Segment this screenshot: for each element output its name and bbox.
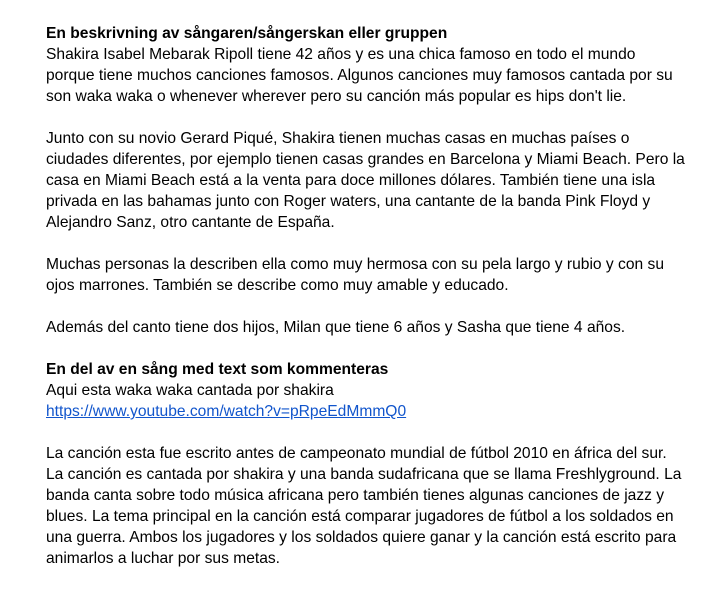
paragraph-line: La canción es cantada por shakira y una banda sudafricana que se llama Freshlyground. La <box>46 466 682 483</box>
paragraph-spacer <box>46 338 716 359</box>
paragraph-line: son waka waka o whenever wherever pero su canción más popular es hips don't lie. <box>46 88 627 105</box>
paragraph-line: una guerra. Ambos los jugadores y los soldados quiere ganar y la canción está escrito para <box>46 529 677 546</box>
paragraph-line: casa en Miami Beach está a la venta para doce millones dólares. También tiene una isla <box>46 172 656 189</box>
song-intro-line: Aqui esta waka waka cantada por shakira <box>46 382 334 399</box>
paragraph-line: ciudades diferentes, por ejemplo tienen casas grandes en Barcelona y Miami Beach. Pero la <box>46 151 685 168</box>
paragraph-line: Muchas personas la describen ella como muy hermosa con su pela largo y rubio y con su <box>46 256 665 273</box>
paragraph-spacer <box>46 422 716 443</box>
paragraph-line: Además del canto tiene dos hijos, Milan que tiene 6 años y Sasha que tiene 4 años. <box>46 319 626 336</box>
section-heading-song: En del av en sång med text som kommenteras <box>46 361 389 378</box>
paragraph-line: La canción esta fue escrito antes de campeonato mundial de fútbol 2010 en áfrica del sur. <box>46 445 667 462</box>
paragraph-line: blues. La tema principal en la canción está comparar jugadores de fútbol a los soldados en <box>46 508 674 525</box>
section-heading-description: En beskrivning av sångaren/sångerskan eller gruppen <box>46 25 448 42</box>
paragraph-spacer <box>46 296 716 317</box>
youtube-link[interactable]: https://www.youtube.com/watch?v=pRpeEdMmmQ0 <box>46 403 407 420</box>
document-body <box>46 23 716 569</box>
paragraph-line: animarlos a luchar por sus metas. <box>46 550 281 567</box>
paragraph-line: banda canta sobre todo música africana pero también tienes algunas canciones de jazz y <box>46 487 665 504</box>
paragraph-spacer <box>46 107 716 128</box>
paragraph-line: privada en las bahamas junto con Roger waters, una cantante de la banda Pink Floyd y <box>46 193 651 210</box>
paragraph-line: ojos marrones. También se describe como muy amable y educado. <box>46 277 509 294</box>
paragraph-line: Alejandro Sanz, otro cantante de España. <box>46 214 335 231</box>
paragraph-spacer <box>46 233 716 254</box>
paragraph-line: Junto con su novio Gerard Piqué, Shakira tienen muchas casas en muchas países o <box>46 130 630 147</box>
paragraph-line: Shakira Isabel Mebarak Ripoll tiene 42 años y es una chica famoso en todo el mundo <box>46 46 636 63</box>
paragraph-line: porque tiene muchos canciones famosos. Algunos canciones muy famosos cantada por su <box>46 67 673 84</box>
